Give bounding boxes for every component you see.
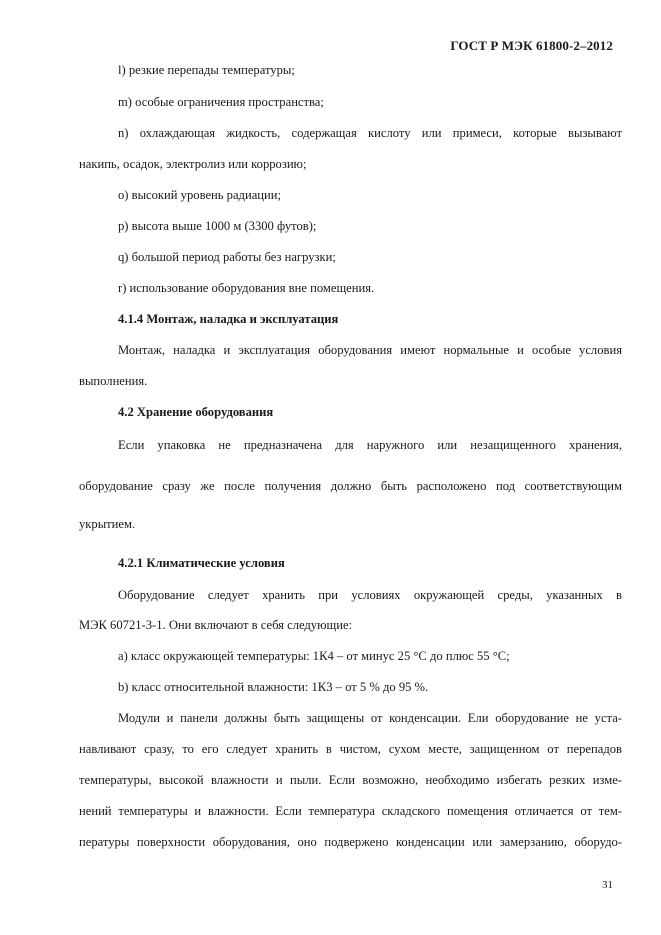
list-item-b: b) класс относительной влажности: 1К3 – от 5 % до 95 %. bbox=[118, 680, 429, 694]
paragraph-line: нений температуры и влажности. Если температура складского помещения отличается от тем- bbox=[79, 804, 622, 818]
list-item-n: n) охлаждающая жидкость, содержащая кислоту или примеси, которые вызывают bbox=[118, 126, 622, 140]
list-item-o: o) высокий уровень радиации; bbox=[118, 188, 282, 202]
paragraph-line: Если упаковка не предназначена для наружного или незащищенного хранения, bbox=[118, 438, 622, 452]
section-heading-4-1-4: 4.1.4 Монтаж, наладка и эксплуатация bbox=[118, 312, 339, 326]
paragraph-line: укрытием. bbox=[79, 517, 136, 531]
list-item-n-continuation: накипь, осадок, электролиз или коррозию; bbox=[79, 157, 307, 171]
paragraph-line: пературы поверхности оборудования, оно подвержено конденсации или замерзанию, оборудо- bbox=[79, 835, 622, 849]
list-item-l: l) резкие перепады температуры; bbox=[118, 63, 295, 77]
paragraph-line: выполнения. bbox=[79, 374, 148, 388]
list-item-r: r) использование оборудования вне помещения. bbox=[118, 281, 375, 295]
page-number: 31 bbox=[602, 879, 613, 891]
section-heading-4-2: 4.2 Хранение оборудования bbox=[118, 405, 274, 419]
paragraph-line: МЭК 60721-3-1. Они включают в себя следующие: bbox=[79, 618, 353, 632]
list-item-m: m) особые ограничения пространства; bbox=[118, 95, 324, 109]
paragraph-line: температуры, высокой влажности и пыли. Если возможно, необходимо избегать резких изме- bbox=[79, 773, 622, 787]
paragraph-line: Модули и панели должны быть защищены от конденсации. Ели оборудование не уста- bbox=[118, 711, 622, 725]
list-item-p: p) высота выше 1000 м (3300 футов); bbox=[118, 219, 317, 233]
document-header: ГОСТ Р МЭК 61800-2–2012 bbox=[450, 38, 613, 53]
section-heading-4-2-1: 4.2.1 Климатические условия bbox=[118, 556, 285, 570]
paragraph-line: Монтаж, наладка и эксплуатация оборудования имеют нормальные и особые условия bbox=[118, 343, 622, 357]
list-item-a: a) класс окружающей температуры: 1К4 – от минус 25 °С до плюс 55 °С; bbox=[118, 649, 510, 663]
paragraph-line: навливают сразу, то его следует хранить в чистом, сухом месте, защищенном от перепадов bbox=[79, 742, 622, 756]
list-item-q: q) большой период работы без нагрузки; bbox=[118, 250, 336, 264]
paragraph-line: оборудование сразу же после получения должно быть расположено под соответствующим bbox=[79, 479, 622, 493]
paragraph-line: Оборудование следует хранить при условиях окружающей среды, указанных в bbox=[118, 588, 622, 602]
